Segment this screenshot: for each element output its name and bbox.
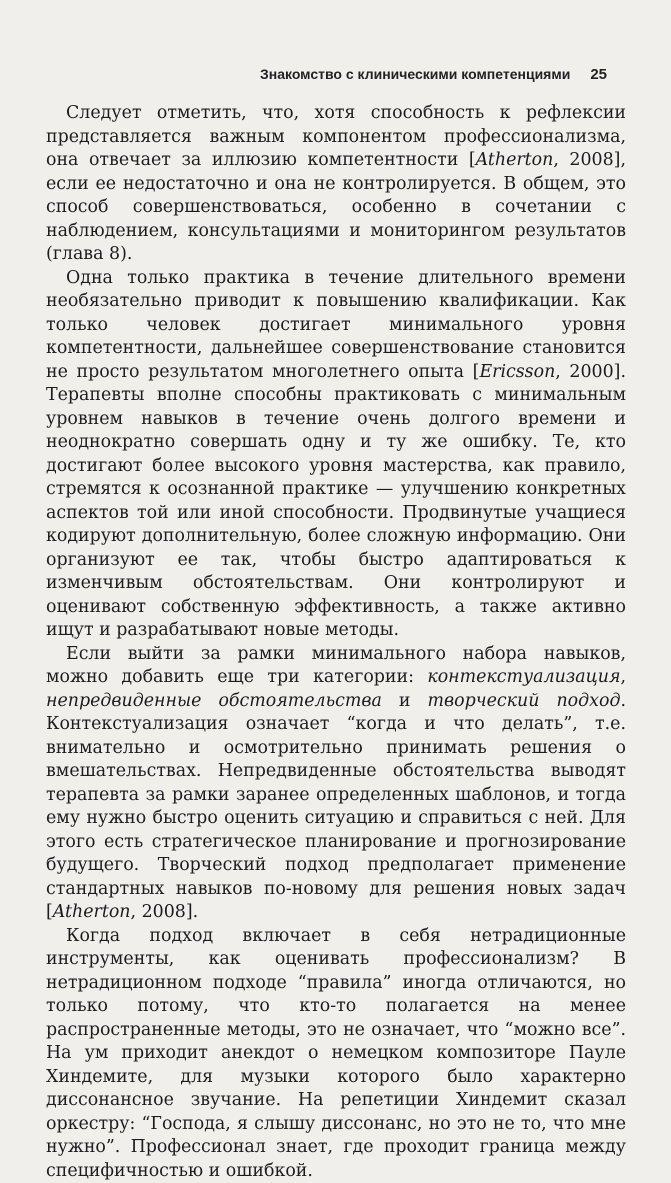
text-run: , 2008].: [131, 902, 199, 922]
text-run: , 2000]. Терапевты вполне способны практиковать с минимальным уровнем навыков в течение очень долгого времени и неоднократно совершать одну и ту же ошибку. Те, кто достигают более высокого уровня мастерства, как правило, стремятся к осознанной практике — улучшению конкретных аспектов той или иной способности. Продвинутые учащиеся кодируют дополнительную, более сложную информацию. Они организуют ее так, чтобы быстро адаптироваться к изменчивым обстоятельствам. Они контролируют и оценивают собственную эффективность, а также активно ищут и разрабатывают новые методы.: [46, 362, 626, 641]
running-header: [0, 66, 607, 83]
text-run: . Контекстуализация означает “когда и что делать”, т.е. внимательно и осмотрительно принимать решения о вмешательствах. Непредвиденные обстоятельства выводят терапевта за рамки заранее определенных шаблонов, и тогда ему нужно быстро оценить ситуацию и справиться с ней. Для этого есть стратегическое планирование и прогнозирование будущего. Творческий подход предполагает применение стандартных навыков по-новому для решения новых задач [: [46, 691, 626, 923]
text-run: Если выйти за рамки минимального набора навыков, можно добавить еще три категории:: [46, 644, 626, 688]
term-italic: непредвиденные обстоятельства: [46, 691, 382, 711]
citation-author: Atherton: [476, 150, 554, 170]
text-run: ,: [620, 667, 626, 687]
body-text: [46, 102, 626, 1183]
text-run: , 2008], если ее недостаточно и она не контролируется. В общем, это способ совершенствоваться, особенно в сочетании с наблюдением, консультациями и мониторингом результатов (глава 8).: [46, 150, 626, 264]
term-italic: контекстуализация: [427, 667, 620, 687]
term-italic: творческий подход: [428, 691, 621, 711]
paragraph-4: [46, 925, 626, 1183]
text-run: и: [382, 691, 428, 711]
citation-author: Atherton: [53, 902, 131, 922]
text-run: Когда подход включает в себя нетрадиционные инструменты, как оценивать профессионализм? В нетрадиционном подходе “правила” иногда отличаются, но только потому, что кто-то полагается на менее распространенные методы, это не означает, что “можно все”. На ум приходит анекдот о немецком композиторе Пауле Хиндемите, для музыки которого было характерно диссонансное звучание. На репетиции Хиндемит сказал оркестру: “Господа, я слышу диссонанс, но это не то, что мне нужно”. Профессионал знает, где проходит граница между специфичностью и ошибкой.: [46, 926, 626, 1181]
paragraph-2: [46, 267, 626, 643]
paragraph-3: [46, 643, 626, 925]
citation-author: Ericsson: [479, 362, 555, 382]
page-number: 25: [590, 66, 607, 83]
chapter-title: Знакомство с клиническими компетенциями: [260, 66, 570, 82]
text-run: Следует отметить, что, хотя способность к рефлексии представляется важным компонентом профессионализма, она отвечает за иллюзию компетентности [: [46, 103, 626, 170]
paragraph-1: [46, 102, 626, 267]
text-run: Одна только практика в течение длительного времени необязательно приводит к повышению квалификации. Как только человек достигает минимального уровня компетентности, дальнейшее совершенствование становится не просто результатом многолетнего опыта [: [46, 268, 626, 382]
